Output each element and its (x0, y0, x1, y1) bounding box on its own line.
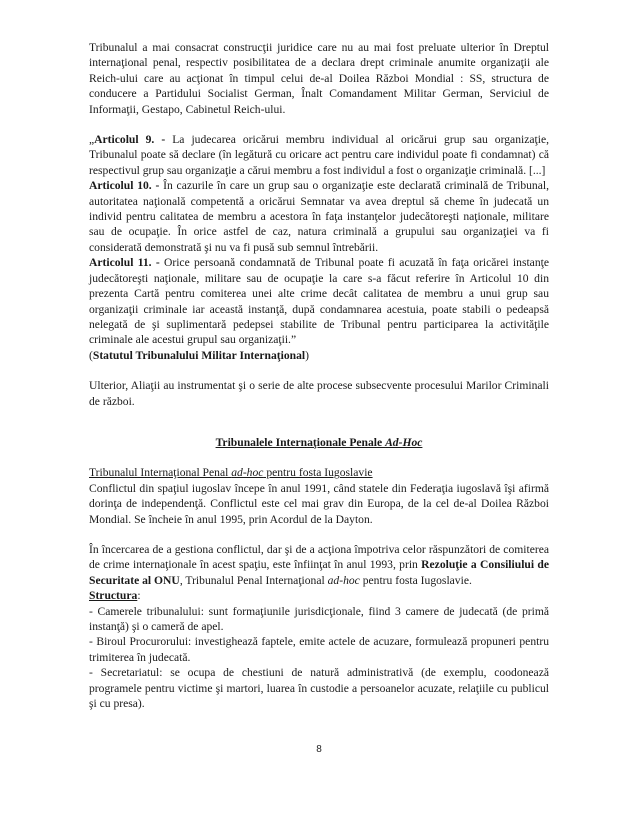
structure-item: - Secretariatul: se ocupa de chestiuni de natură administrativă (de exemplu, coodonează programele pentru victime şi martori, luarea în custodie a persoanelor acuzate, relaţiile cu publicul şi cu presa). (89, 666, 549, 711)
subsection-title-post: pentru fosta Iugoslavie (263, 466, 373, 480)
structure-heading (89, 588, 549, 603)
subsection-title-italic: ad-hoc (231, 466, 264, 480)
structure-item: - Biroul Procurorului: investighează faptele, emite actele de acuzare, formulează propuneri pentru trimiterea în judecată. (89, 635, 549, 664)
article-10-label: Articolul 10. - (89, 179, 160, 193)
source-citation (89, 348, 549, 363)
attempt-resolution: Rezoluţie a Consiliului de Securitate al ONU (89, 558, 549, 587)
article-9-text: La judecarea oricărui membru individual al oricărui grup sau organizaţie, Tribunalul poate să declare (în legătură cu oricare act pentru care individul poate fi condamnat) că respectivul grup sau organizaţie a cărui membru a fost individul a fost o organizaţie criminală. [...] (89, 133, 549, 177)
section-heading (89, 435, 549, 450)
article-10-paragraph (89, 178, 549, 255)
section-heading-main: Tribunalele Internaţionale Penale (215, 435, 386, 449)
conflict-paragraph: Conflictul din spaţiul iugoslav începe în anul 1991, când statele din Federaţia iugoslavă îşi afirmă dorinţa de independenţă. Conflictul este cel mai grav din Europa, de la cel de-al Doilea Război Mondial. Se încheie în anul 1995, prin Acordul de la Dayton. (89, 481, 549, 526)
intro-paragraph: Tribunalul a mai consacrat construcţii juridice care nu au mai fost preluate ulterior în Dreptul internaţional penal, respectiv posibilitatea de a declara drept criminale anumite organizaţii ale Reich-ului care au acţionat în timpul celui de-al Doilea Război Mondial : SS, structura de conducere a Partidului Socialist German, Înalt Comandament Militar German, Serviciul de Informaţii, Gestapo, Cabinetul Reich-ului. (89, 41, 549, 116)
article-11-text: Orice persoană condamnată de Tribunal poate fi acuzată în faţa oricărei instanţe judecătoreşti naţionale, militare sau de ocupaţie la care s-a făcut referire în Articolul 10 din prezenta Cartă pentru comiterea unei alte crime decât calitatea de membru a unui grup sau organizaţii criminale iar această instanţă, după condamnarea acestuia, poate stabili o pedeapsă nelegată de şi suplimentară pedepsei stabilite de Tribunal pentru participarea la activităţile criminale ale acestui grupul sau organizaţii.” (89, 256, 549, 347)
attempt-text-1: În încercarea de a gestiona conflictul, dar şi de a acţiona împotriva celor răspunzători de comiterea de crime internaţionale în acest spaţiu, este înfiinţat în anul 1993, prin (89, 542, 549, 572)
document-page (89, 40, 549, 711)
page-number: 8 (316, 744, 322, 755)
structure-colon: : (137, 589, 141, 603)
structure-item: - Camerele tribunalului: sunt formaţiunile jurisdicţionale, fiind 3 camere de judecată (de primă instanţă) şi o cameră de apel. (89, 604, 549, 633)
subsection-title (89, 465, 549, 480)
article-11-label: Articolul 11. - (89, 256, 160, 270)
section-heading-italic: Ad-Hoc (385, 435, 423, 449)
article-11-paragraph (89, 255, 549, 347)
followup-paragraph: Ulterior, Aliaţii au instrumentat şi o serie de alte procese subsecvente procesului Marilor Criminali de război. (89, 379, 549, 408)
source-title: Statutul Tribunalului Militar Internaţional (92, 348, 306, 362)
attempt-italic: ad-hoc (327, 573, 360, 587)
article-9-paragraph (89, 132, 549, 178)
open-quote: „ (89, 133, 95, 147)
source-open-paren: ( (89, 348, 93, 362)
attempt-text-2: , Tribunalul Penal Internaţional (179, 573, 328, 587)
subsection-title-pre: Tribunalul Internaţional Penal (89, 466, 232, 480)
structure-label: Structura (89, 589, 138, 603)
attempt-text-3: pentru fosta Iugoslavie. (359, 573, 472, 587)
article-10-text: În cazurile în care un grup sau o organizaţie este declarată criminală de Tribunal, autoritatea naţională competentă a oricărui Semnatar va avea dreptul să cheme în judecată un individ pentru calitatea de membru a acestora în faţa instanţelor judecătoreşti naţionale, militare sau de ocupaţie. În orice astfel de caz, natura criminală a grupului sau organizaţiei va fi considerată demonstrată şi nu va fi pusă sub semnul întrebării. (89, 179, 549, 254)
attempt-paragraph (89, 542, 549, 588)
source-close-paren: ) (305, 348, 310, 362)
article-9-label: Articolul 9. - (94, 133, 166, 147)
